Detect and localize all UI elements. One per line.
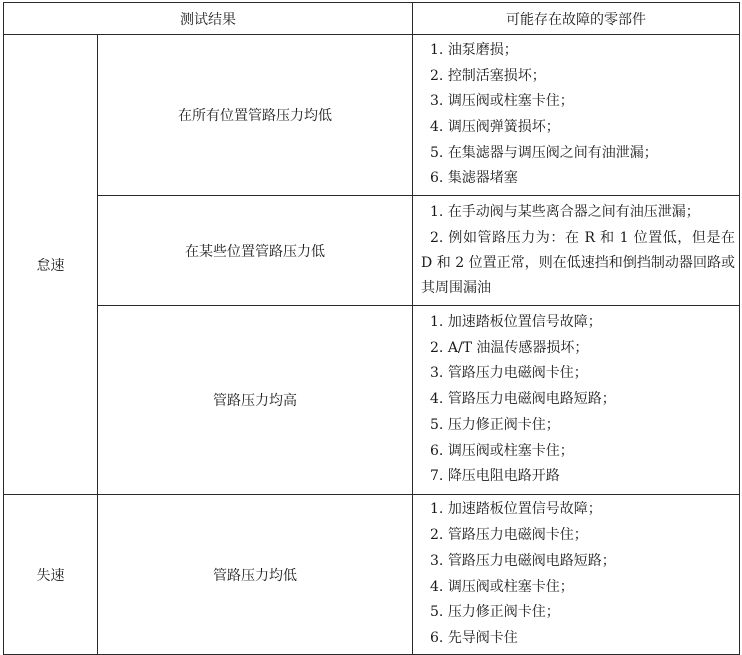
table-row [4,196,740,306]
table-row [4,35,740,196]
item-number: 4. [430,119,444,135]
list-item [421,336,735,362]
item-text: 油泵磨损； [447,41,518,58]
item-text: 调压阀或柱塞卡住； [447,93,574,110]
item-number: 1. [430,501,444,518]
group-label-idle: 怠速 [4,35,98,495]
parts-cell [413,35,740,196]
item-text: 管路压力电磁阀卡住； [447,365,588,382]
item-number: 5. [430,144,444,161]
parts-list [421,200,735,301]
item-number: 1. [430,314,444,331]
item-number: 2. [430,229,444,246]
fault-diagnosis-table [3,2,740,655]
condition-cell: 在所有位置管路压力均低 [98,35,413,196]
parts-cell [413,306,740,495]
item-text: 管路压力电磁阀电路短路； [447,552,616,569]
item-number: 3. [430,365,444,382]
item-number: 5. [430,604,444,621]
item-text: 调压阀或柱塞卡住； [447,442,574,459]
header-test-result: 测试结果 [4,3,413,35]
parts-cell [413,495,740,655]
list-item [421,439,735,465]
list-item [421,523,735,549]
parts-list [421,310,735,490]
item-number: 4. [430,578,444,595]
list-item [421,575,735,601]
list-item [421,38,735,64]
condition-cell: 在某些位置管路压力低 [98,196,413,306]
list-item [421,64,735,90]
item-number: 6. [430,442,444,459]
item-text: 例如管路压力为：在 R 和 1 位置低，但是在 D 和 2 位置正常，则在低速挡和倒挡制动器回路或其周围漏油 [421,229,736,296]
item-number: 5. [430,416,444,433]
list-item [421,464,735,490]
item-number: 6. [430,629,444,646]
list-item [421,310,735,336]
item-number: 7. [430,468,444,485]
item-text: 加速踏板位置信号故障； [447,314,602,331]
item-text: 在手动阀与某些离合器之间有油压泄漏； [447,203,700,220]
list-item [421,200,735,226]
list-item [421,626,735,652]
list-item [421,166,735,192]
item-number: 3. [430,552,444,569]
header-possible-faulty-parts: 可能存在故障的零部件 [413,3,740,35]
item-text: 集滤器堵塞 [447,170,518,187]
list-item [421,141,735,167]
item-number: 1. [430,203,444,220]
table-row [4,495,740,655]
list-item [421,115,735,141]
item-number: 4. [430,391,444,408]
item-text: 压力修正阀卡住； [447,604,560,621]
group-label-stall: 失速 [4,495,98,655]
list-item [421,497,735,523]
condition-cell: 管路压力均高 [98,306,413,495]
header-row [4,3,740,35]
item-text: 管路压力电磁阀电路短路； [447,391,616,408]
list-item [421,361,735,387]
parts-list [421,497,735,651]
item-number: 6. [430,170,444,187]
item-number: 1. [430,41,444,58]
item-text: A/T 油温传感器损坏； [447,339,589,356]
item-text: 调压阀或柱塞卡住； [447,578,574,595]
item-number: 2. [430,67,444,84]
list-item [421,89,735,115]
item-number: 3. [430,93,444,110]
parts-list [421,38,735,192]
item-number: 2. [430,527,444,544]
condition-cell: 管路压力均低 [98,495,413,655]
item-text: 压力修正阀卡住； [447,416,560,433]
list-item [421,600,735,626]
item-text: 控制活塞损坏； [447,67,546,84]
list-item [421,549,735,575]
list-item [421,413,735,439]
item-text: 加速踏板位置信号故障； [447,501,602,518]
item-number: 2. [430,339,444,356]
table-row [4,306,740,495]
parts-cell [413,196,740,306]
item-text: 降压电阻电路开路 [447,468,560,485]
list-item [421,387,735,413]
item-text: 先导阀卡住 [447,629,518,646]
item-text: 管路压力电磁阀卡住； [447,527,588,544]
item-text: 在集滤器与调压阀之间有油泄漏； [447,144,658,161]
item-text: 调压阀弹簧损坏； [447,119,560,135]
list-item [421,226,735,302]
